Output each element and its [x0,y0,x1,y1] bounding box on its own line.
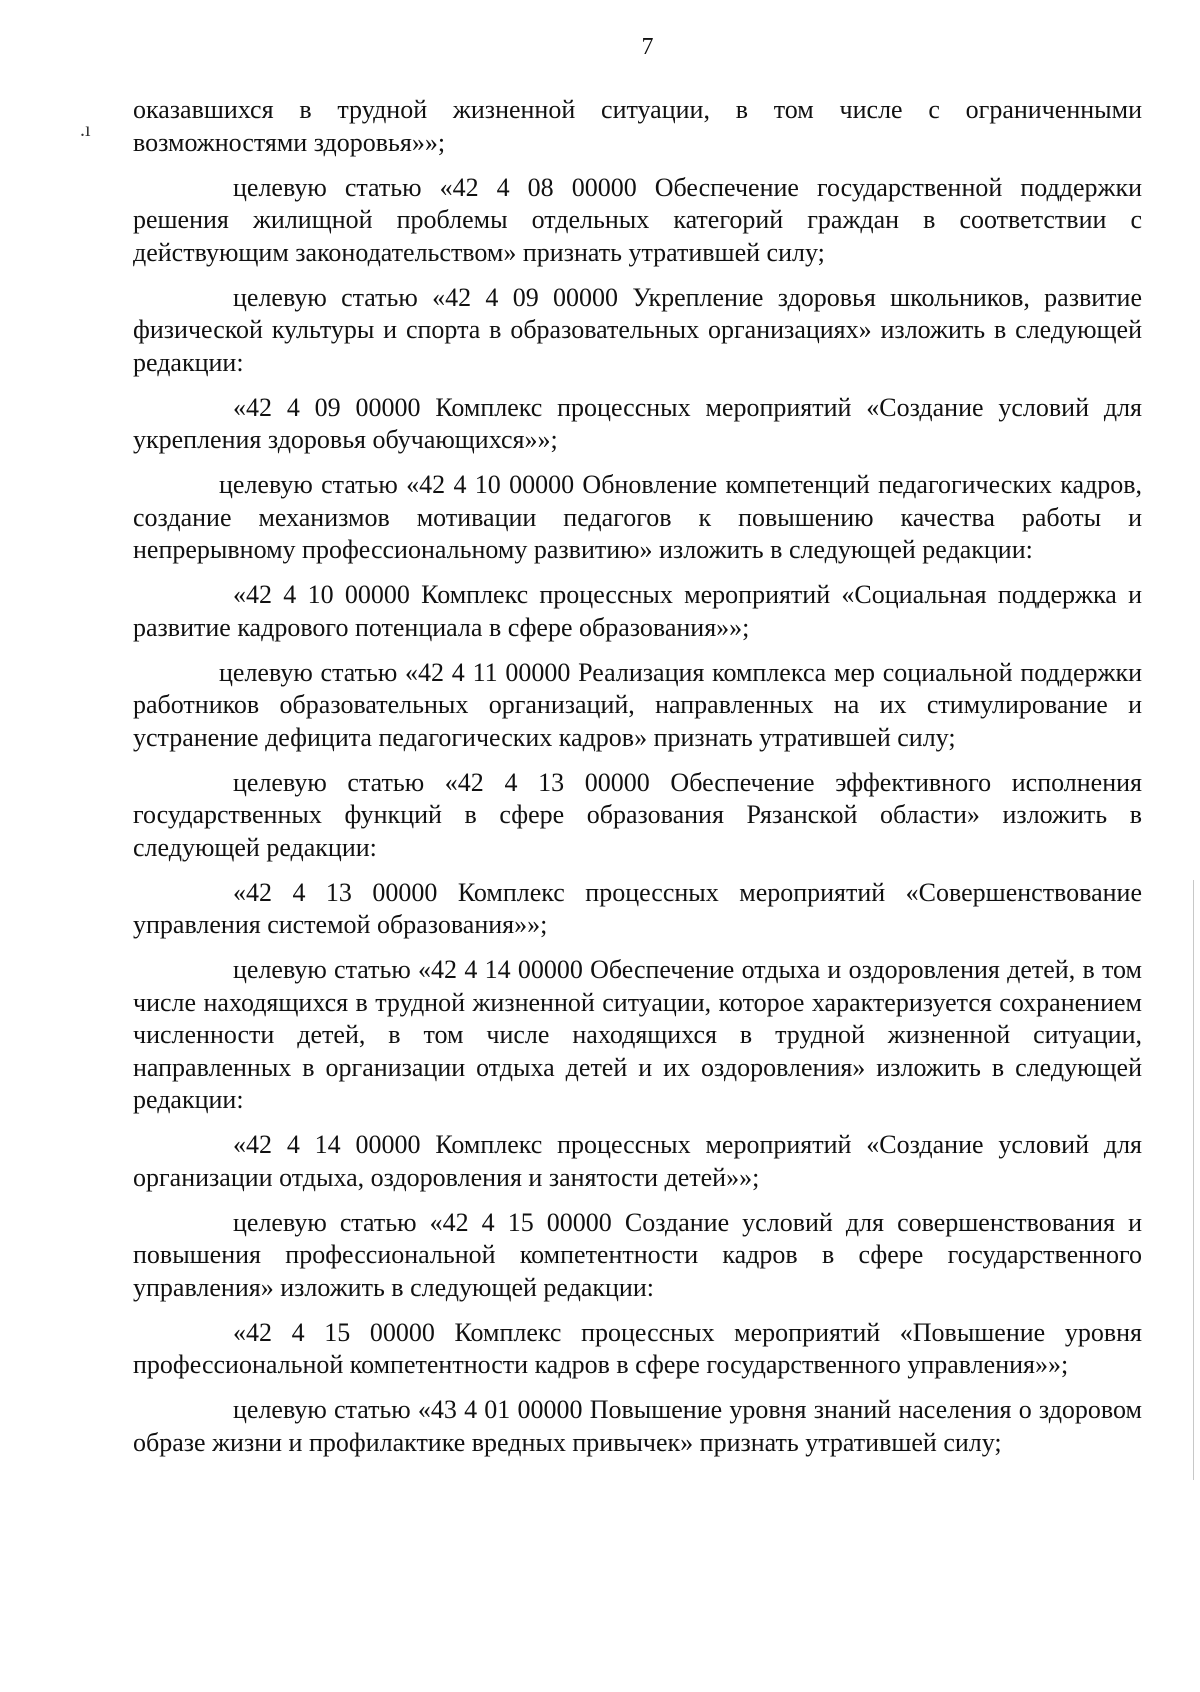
scan-edge-line [1193,880,1194,1480]
paragraph-article-42-4-08: целевую статью «42 4 08 00000 Обеспечение государственной поддержки решения жилищной проблемы отдельных категорий граждан в соответствии с действующим законодательством» признать утратившей силу; [133,172,1142,267]
paragraph-article-42-4-14: целевую статью «42 4 14 00000 Обеспечение отдыха и оздоровления детей, в том числе находящихся в трудной жизненной ситуации, которое характеризуется сохранением численности детей, в том числе находящихся в трудной жизненной ситуации, направленных в организации отдыха детей и их оздоровления» изложить в следующей редакции: [133,955,1142,1114]
paragraph-article-42-4-13: целевую статью «42 4 13 00000 Обеспечение эффективного исполнения государственных функций в сфере образования Рязанской области» изложить в следующей редакции: [133,767,1142,862]
paragraph-article-42-4-10: целевую статью «42 4 10 00000 Обновление компетенций педагогических кадров, создание механизмов мотивации педагогов к повышению качества работы и непрерывному профессиональному развитию» изложить в следующей редакции: [133,470,1142,564]
paragraph-continuation: оказавшихся в трудной жизненной ситуации, в том числе с ограниченными возможностями здоровья»»; [133,95,1142,157]
paragraph-article-42-4-14-new: «42 4 14 00000 Комплекс процессных мероприятий «Создание условий для организации отдыха, оздоровления и занятости детей»»; [133,1130,1142,1192]
paragraph-article-42-4-11: целевую статью «42 4 11 00000 Реализация комплекса мер социальной поддержки работников образовательных организаций, направленных на их стимулирование и устранение дефицита педагогических кадров» признать утратившей силу; [133,657,1142,752]
paragraph-article-42-4-15: целевую статью «42 4 15 00000 Создание условий для совершенствования и повышения профессиональной компетентности кадров в сфере государственного управления» изложить в следующей редакции: [133,1207,1142,1302]
paragraph-article-42-4-10-new: «42 4 10 00000 Комплекс процессных мероприятий «Социальная поддержка и развитие кадрового потенциала в сфере образования»»; [133,580,1142,642]
paragraph-article-42-4-09-new: «42 4 09 00000 Комплекс процессных мероприятий «Создание условий для укрепления здоровья обучающихся»»; [133,392,1142,454]
paragraph-article-42-4-13-new: «42 4 13 00000 Комплекс процессных мероприятий «Совершенствование управления системой образования»»; [133,877,1142,939]
page-number: 7 [641,34,654,60]
scan-artifact-mark: .ı [80,119,91,141]
paragraph-article-42-4-15-new: «42 4 15 00000 Комплекс процессных мероприятий «Повышение уровня профессиональной компетентности кадров в сфере государственного управления»»; [133,1317,1142,1379]
paragraph-article-43-4-01: целевую статью «43 4 01 00000 Повышение уровня знаний населения о здоровом образе жизни и профилактике вредных привычек» признать утратившей силу; [133,1395,1142,1457]
paragraph-article-42-4-09: целевую статью «42 4 09 00000 Укрепление здоровья школьников, развитие физической культуры и спорта в образовательных организациях» изложить в следующей редакции: [133,282,1142,377]
